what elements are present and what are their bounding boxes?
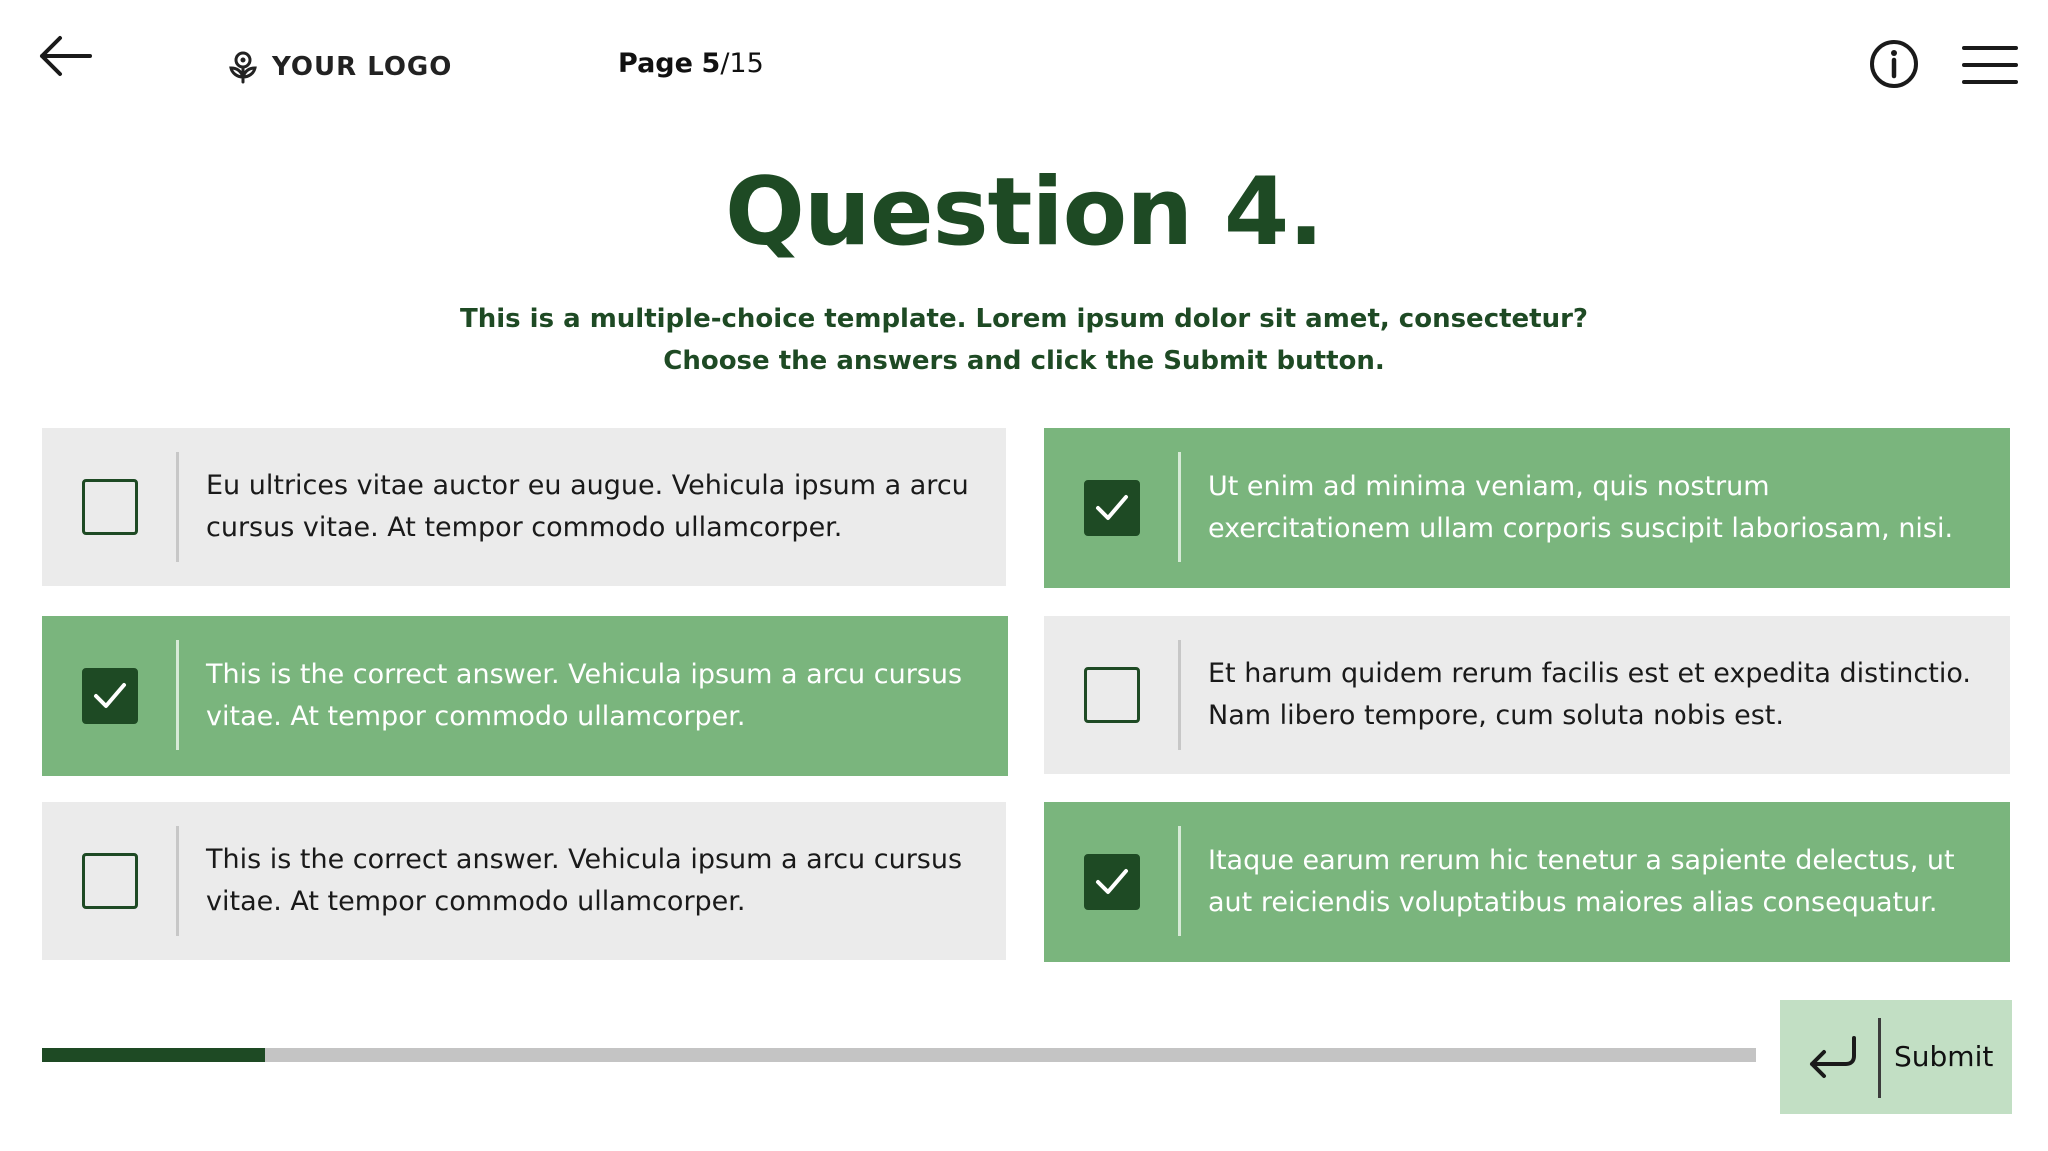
progress-bar <box>42 1048 1756 1062</box>
option-divider <box>176 640 179 750</box>
question-title: Question 4. <box>724 158 1324 267</box>
info-button[interactable] <box>1868 38 1920 90</box>
arrow-left-icon <box>38 34 94 78</box>
question-instructions <box>0 298 2048 382</box>
option-2[interactable] <box>1044 428 2010 588</box>
option-text: Ut enim ad minima veniam, quis nostrum exercitationem ullam corporis suscipit laboriosam, nisi. <box>1208 471 1954 544</box>
option-checkbox[interactable] <box>1084 667 1140 723</box>
hamburger-menu-icon <box>1962 44 2018 86</box>
page-indicator <box>618 48 764 79</box>
submit-button[interactable] <box>1780 1000 2012 1114</box>
option-6[interactable] <box>1044 802 2010 962</box>
logo-text: YOUR LOGO <box>272 52 453 82</box>
option-checkbox[interactable] <box>1084 854 1140 910</box>
option-divider <box>1178 640 1181 750</box>
progress-fill <box>42 1048 265 1062</box>
option-checkbox[interactable] <box>82 668 138 724</box>
option-checkbox[interactable] <box>82 479 138 535</box>
option-text: This is the correct answer. Vehicula ipsum a arcu cursus vitae. At tempor commodo ullamcorper. <box>206 844 963 917</box>
instruction-line-2: Choose the answers and click the Submit button. <box>663 346 1385 376</box>
option-1[interactable] <box>42 428 1006 586</box>
option-divider <box>176 452 179 562</box>
checkmark-icon <box>93 681 127 711</box>
page-total: /15 <box>720 48 764 79</box>
option-text: Eu ultrices vitae auctor eu augue. Vehicula ipsum a arcu cursus vitae. At tempor commodo ullamcorper. <box>206 470 969 543</box>
page-label: Page <box>618 48 693 79</box>
option-text: This is the correct answer. Vehicula ipsum a arcu cursus vitae. At tempor commodo ullamcorper. <box>206 659 963 732</box>
checkmark-icon <box>1095 867 1129 897</box>
enter-return-icon <box>1806 1034 1858 1080</box>
logo <box>228 50 452 84</box>
menu-button[interactable] <box>1962 44 2018 86</box>
flower-icon <box>228 50 258 84</box>
option-divider <box>1178 826 1181 936</box>
instruction-line-1: This is a multiple-choice template. Lorem ipsum dolor sit amet, consectetur? <box>459 304 1589 334</box>
option-checkbox[interactable] <box>1084 480 1140 536</box>
option-divider <box>176 826 179 936</box>
option-4[interactable] <box>1044 616 2010 774</box>
option-3[interactable] <box>42 616 1008 776</box>
submit-divider <box>1878 1018 1881 1098</box>
page-current: 5 <box>701 48 721 79</box>
option-checkbox[interactable] <box>82 853 138 909</box>
info-icon <box>1868 38 1920 90</box>
option-5[interactable] <box>42 802 1006 960</box>
option-text: Itaque earum rerum hic tenetur a sapiente delectus, ut aut reiciendis voluptatibus maiores alias consequatur. <box>1208 845 1955 918</box>
back-button[interactable] <box>38 34 94 78</box>
option-text: Et harum quidem rerum facilis est et expedita distinctio. Nam libero tempore, cum soluta nobis est. <box>1208 658 1971 731</box>
option-divider <box>1178 452 1181 562</box>
checkmark-icon <box>1095 493 1129 523</box>
submit-label: Submit <box>1894 1040 1994 1073</box>
